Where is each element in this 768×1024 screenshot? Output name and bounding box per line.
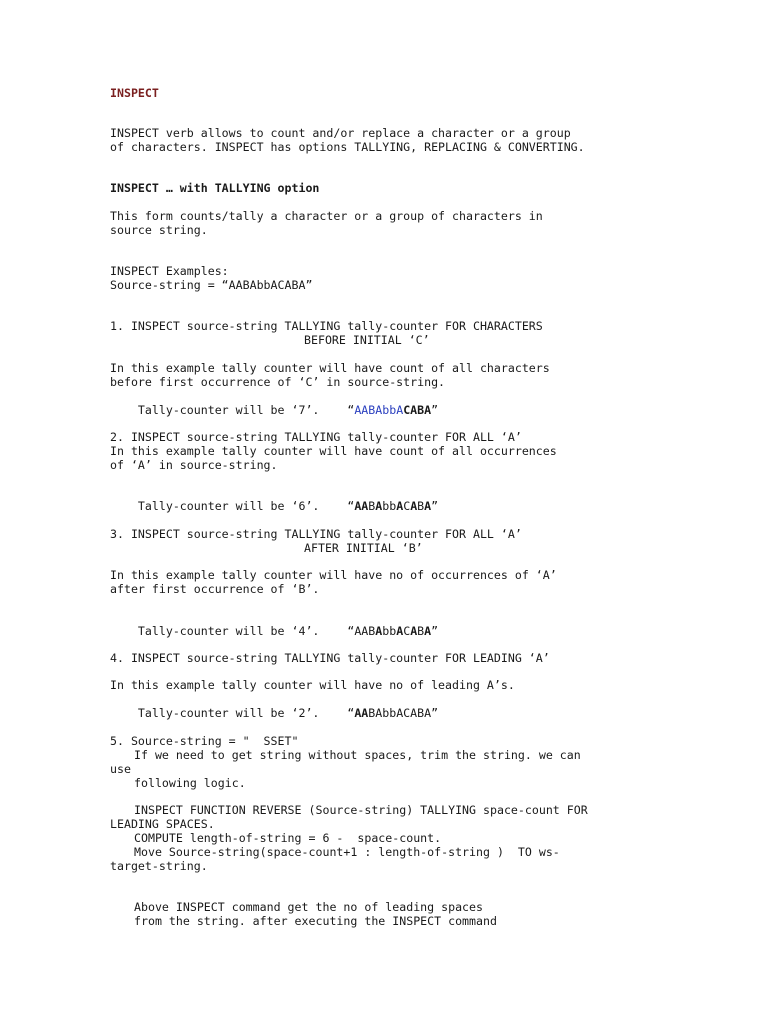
example4-seg-bold: AA	[354, 706, 369, 720]
example5-line1: 5. Source-string = " SSET"	[110, 734, 299, 748]
intro-line-2: of characters. INSPECT has options TALLYING, REPLACING & CONVERTING.	[110, 140, 585, 154]
example4-seg: ”	[431, 706, 439, 720]
example3-seg: ”	[431, 624, 439, 638]
example3-result-label: Tally-counter will be ‘4’.	[137, 624, 320, 638]
example2-desc-1: In this example tally counter will have count of all occurrences	[110, 444, 557, 458]
example1-line2: BEFORE INITIAL ‘C’	[304, 333, 430, 347]
example2-seg-bold: A	[424, 499, 432, 513]
example1-desc-2: before first occurrence of ‘C’ in source-string.	[110, 375, 446, 389]
example3-result	[110, 610, 438, 652]
example5-code3b: target-string.	[110, 859, 208, 873]
example1-rest: CABA	[403, 403, 432, 417]
example2-line1: 2. INSPECT source-string TALLYING tally-counter FOR ALL ‘A’	[110, 430, 522, 444]
example2-seg: B	[368, 499, 376, 513]
examples-heading: INSPECT Examples:	[110, 264, 229, 278]
example4-seg: BAbbACABA	[368, 706, 432, 720]
example3-seg-bold: A	[375, 624, 383, 638]
example3-seg-bold: A	[396, 624, 404, 638]
example4-result	[110, 692, 438, 734]
example5-note1: Above INSPECT command get the no of leading spaces	[134, 900, 484, 914]
example5-code2: COMPUTE length-of-string = 6 - space-count.	[134, 831, 442, 845]
example3-seg: bb	[382, 624, 397, 638]
intro-line-1: INSPECT verb allows to count and/or replace a character or a group	[110, 126, 571, 140]
example2-seg: ”	[431, 499, 439, 513]
example1-quote-open: “	[347, 403, 355, 417]
example5-code3: Move Source-string(space-count+1 : length-of-string ) TO ws-	[134, 845, 560, 859]
example2-desc-2: of ‘A’ in source-string.	[110, 458, 278, 472]
example4-result-label: Tally-counter will be ‘2’.	[137, 706, 320, 720]
example4-seg: “	[347, 706, 355, 720]
example2-seg: B	[417, 499, 425, 513]
section-heading: INSPECT … with TALLYING option	[110, 181, 320, 195]
example5-code1: INSPECT FUNCTION REVERSE (Source-string) TALLYING space-count FOR	[134, 803, 588, 817]
example4-desc-1: In this example tally counter will have no of leading A’s.	[110, 678, 515, 692]
example5-note2: from the string. after executing the INSPECT command	[134, 914, 497, 928]
example2-seg-bold: A	[396, 499, 404, 513]
example5-line3: use	[110, 762, 131, 776]
example3-line1: 3. INSPECT source-string TALLYING tally-counter FOR ALL ‘A’	[110, 527, 522, 541]
example2-seg: bb	[382, 499, 397, 513]
example2-seg: C	[403, 499, 411, 513]
example5-code1b: LEADING SPACES.	[110, 817, 215, 831]
example2-seg-bold: A	[410, 499, 418, 513]
example2-seg-bold: AA	[354, 499, 369, 513]
example1-quote-close: ”	[431, 403, 439, 417]
example1-line1: 1. INSPECT source-string TALLYING tally-counter FOR CHARACTERS	[110, 319, 543, 333]
example2-seg: “	[347, 499, 355, 513]
example3-seg-bold: A	[410, 624, 418, 638]
example3-seg: AAB	[354, 624, 376, 638]
example3-desc-2: after first occurrence of ‘B’.	[110, 582, 320, 596]
example5-line4: following logic.	[134, 776, 246, 790]
example3-seg: C	[403, 624, 411, 638]
example1-result	[110, 389, 438, 431]
example3-line2: AFTER INITIAL ‘B’	[304, 541, 423, 555]
section-desc-line-1: This form counts/tally a character or a group of characters in	[110, 209, 543, 223]
example1-highlight: AABAbbA	[354, 403, 404, 417]
example2-result	[110, 485, 438, 527]
example3-seg: “	[347, 624, 355, 638]
example3-desc-1: In this example tally counter will have no of occurrences of ‘A’	[110, 568, 557, 582]
section-desc-line-2: source string.	[110, 223, 208, 237]
example1-desc-1: In this example tally counter will have count of all characters	[110, 361, 550, 375]
example2-result-label: Tally-counter will be ‘6’.	[137, 499, 320, 513]
example2-seg-bold: A	[375, 499, 383, 513]
example1-result-label: Tally-counter will be ‘7’.	[137, 403, 320, 417]
page-title: INSPECT	[110, 86, 159, 100]
example4-line1: 4. INSPECT source-string TALLYING tally-counter FOR LEADING ‘A’	[110, 651, 550, 665]
source-string-line: Source-string = “AABAbbACABA”	[110, 278, 313, 292]
example3-seg-bold: A	[424, 624, 432, 638]
example3-seg: B	[417, 624, 425, 638]
example5-line2: If we need to get string without spaces, trim the string. we can	[134, 748, 581, 762]
